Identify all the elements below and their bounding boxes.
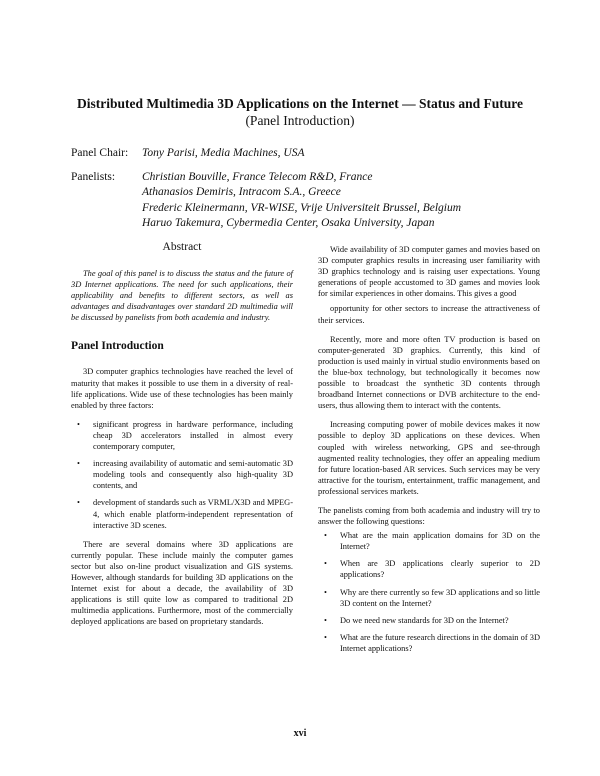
- paper-subtitle: (Panel Introduction): [245, 113, 355, 128]
- question-list-item: • Do we need new standards for 3D on the Internet?: [340, 615, 540, 626]
- right-column: [318, 244, 540, 662]
- body-paragraph: opportunity for other sectors to increase the attractiveness of their services.: [318, 304, 540, 325]
- panelist: Athanasios Demiris, Intracom S.A., Greece: [142, 186, 341, 198]
- factor-list: [71, 419, 293, 531]
- left-column: [71, 240, 293, 635]
- panel-chair-row: [71, 146, 551, 162]
- factor-list-item: • significant progress in hardware performance, including cheap 3D accelerators installed in almost every contemporary computer,: [93, 419, 293, 452]
- factor-list-item: • development of standards such as VRML/X3D and MPEG-4, which enable platform-independent representation of interactive 3D scenes.: [93, 497, 293, 530]
- question-list-item: • What are the main application domains for 3D on the Internet?: [340, 530, 540, 552]
- abstract-heading: Abstract: [162, 241, 202, 253]
- panelists-list: [142, 170, 461, 232]
- section-heading-introduction: Panel Introduction: [71, 340, 164, 353]
- question-list-item: • What are the future research directions in the domain of 3D Internet applications?: [340, 632, 540, 654]
- body-paragraph: Increasing computing power of mobile devices makes it now possible to deploy 3D applications on these devices. When coupled with wireless networking, GPS and see-through augmented reality technologies, they offer an appealing medium for future location-based AR services. Such services may be very attractive for the tourism, entertainment, traffic management, and professional services markets.: [318, 420, 540, 496]
- panelist: Haruo Takemura, Cybermedia Center, Osaka University, Japan: [142, 217, 435, 229]
- question-list-item: • When are 3D applications clearly superior to 2D applications?: [340, 558, 540, 580]
- abstract-text: The goal of this panel is to discuss the status and the future of 3D Internet applications. The need for such applications, their applicability and benefits to different sectors, as well as advantages and disadvantages over standard 2D multimedia will be discussed by panelists from both academia and industry.: [71, 269, 293, 323]
- panelists-row: [71, 170, 551, 232]
- panel-chair-label: Panel Chair:: [71, 147, 129, 159]
- panelist: Christian Bouville, France Telecom R&D, France: [142, 170, 373, 183]
- body-paragraph: Wide availability of 3D computer games and movies based on 3D computer graphics results in increasing user familiarity with 3D graphics technology and is raising user expectations. Young generations of people accustomed to 3D games and movies look for similar experiences in other domains. This gives a good: [318, 245, 540, 299]
- body-paragraph: The panelists coming from both academia and industry will try to answer the following questions:: [318, 505, 540, 527]
- factor-list-item: • increasing availability of automatic and semi-automatic 3D modeling tools and consequently also high-quality 3D contents, and: [93, 458, 293, 491]
- panel-members: [71, 146, 551, 232]
- panel-chair-name: Tony Parisi, Media Machines, USA: [142, 147, 305, 159]
- page-number: xvi: [293, 728, 307, 739]
- question-list: [318, 530, 540, 654]
- question-list-item: • Why are there currently so few 3D applications and so little 3D content on the Internet?: [340, 587, 540, 609]
- body-paragraph: Recently, more and more often TV production is based on computer-generated 3D graphics. Currently, this kind of production is used mainly in virtual studio environments based on the blue-box technology, but technologically it becomes now possible to broadcast the synthetic 3D contents through broadband Internet connections or DVB architecture to the end-users, thus allowing them to interact with the contents.: [318, 334, 540, 411]
- panelists-label: Panelists:: [71, 170, 116, 183]
- panelist: Frederic Kleinermann, VR-WISE, Vrije Universiteit Brussel, Belgium: [142, 201, 462, 214]
- paper-title: Distributed Multimedia 3D Applications on the Internet — Status and Future: [76, 96, 524, 111]
- intro-paragraph: 3D computer graphics technologies have reached the level of maturity that makes it possible to use them in a diversity of real-life applications. Wide use of these technologies has been mainly enabled by three factors:: [71, 367, 293, 410]
- intro-paragraph: There are several domains where 3D applications are currently popular. These include mainly the computer games sector but also on-line product visualization and GIS systems. However, although standards for building 3D applications on the Internet exist for about a decade, the availability of 3D applications is still quite low as compared to traditional 2D multimedia applications. Furthermore, most of the commercially deployed applications are based on proprietary standards.: [71, 539, 293, 627]
